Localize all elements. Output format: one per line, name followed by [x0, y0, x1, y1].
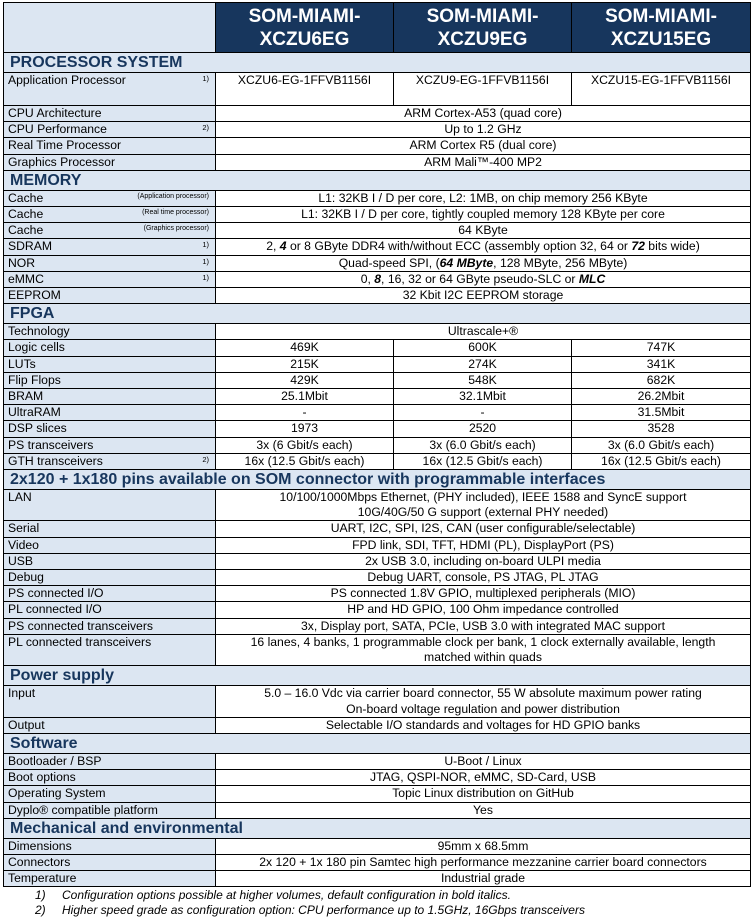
app-processor-v3: XCZU15-EG-1FFVB1156I — [572, 73, 751, 106]
row-technology: Technology Ultrascale+® — [4, 324, 751, 340]
section-fpga: FPGA — [4, 304, 751, 324]
sdram-value: 2, 4 or 8 GByte DDR4 with/without ECC (assembly option 32, 64 or 72 bits wide) — [216, 239, 751, 255]
row-gpu: Graphics Processor ARM Mali™-400 MP2 — [4, 154, 751, 170]
row-ps-transceivers-conn: PS connected transceivers 3x, Display port, SATA, PCIe, USB 3.0 with integrated MAC support — [4, 618, 751, 634]
spec-table — [3, 2, 751, 887]
header-xczu6eg: SOM-MIAMI-XCZU6EG — [216, 3, 394, 53]
row-nor: NOR 1) Quad-speed SPI, (64 MByte, 128 MByte, 256 MByte) — [4, 255, 751, 271]
row-serial: Serial UART, I2C, SPI, I2S, CAN (user configurable/selectable) — [4, 521, 751, 537]
row-ps-io: PS connected I/O PS connected 1.8V GPIO, multiplexed peripherals (MIO) — [4, 586, 751, 602]
section-memory: MEMORY — [4, 170, 751, 190]
row-cache-gpu: Cache (Graphics processor) 64 KByte — [4, 223, 751, 239]
header-blank — [4, 3, 216, 53]
row-input: Input 5.0 – 16.0 Vdc via carrier board connector, 55 W absolute maximum power rating On-board voltage regulation and power distribution — [4, 686, 751, 717]
header-row — [4, 3, 751, 53]
row-luts: LUTs 215K 274K 341K — [4, 356, 751, 372]
app-processor-v2: XCZU9-EG-1FFVB1156I — [394, 73, 572, 106]
row-sdram: SDRAM 1) 2, 4 or 8 GByte DDR4 with/without ECC (assembly option 32, 64 or 72 bits wide) — [4, 239, 751, 255]
row-cpu-arch: CPU Architecture ARM Cortex-A53 (quad core) — [4, 106, 751, 122]
header-xczu15eg: SOM-MIAMI-XCZU15EG — [572, 3, 751, 53]
section-software: Software — [4, 733, 751, 753]
row-connectors: Connectors 2x 120 + 1x 180 pin Samtec high performance mezzanine carrier board connectors — [4, 854, 751, 870]
row-video: Video FPD link, SDI, TFT, HDMI (PL), DisplayPort (PS) — [4, 537, 751, 553]
nor-value: Quad-speed SPI, (64 MByte, 128 MByte, 256 MByte) — [216, 255, 751, 271]
row-output: Output Selectable I/O standards and voltages for HD GPIO banks — [4, 717, 751, 733]
row-emmc: eMMC 1) 0, 8, 16, 32 or 64 GByte pseudo-SLC or MLC — [4, 271, 751, 287]
row-debug: Debug Debug UART, console, PS JTAG, PL JTAG — [4, 570, 751, 586]
row-rt-processor: Real Time Processor ARM Cortex R5 (dual core) — [4, 138, 751, 154]
row-gth-transceivers: GTH transceivers 2) 16x (12.5 Gbit/s each) 16x (12.5 Gbit/s each) 16x (12.5 Gbit/s each) — [4, 453, 751, 469]
row-app-processor — [4, 73, 751, 106]
row-temperature: Temperature Industrial grade — [4, 871, 751, 887]
section-processor: PROCESSOR SYSTEM — [4, 53, 751, 73]
row-cache-rt: Cache (Real time processor) L1: 32KB I / D per core, tightly coupled memory 128 KByte per core — [4, 207, 751, 223]
section-connector: 2x120 + 1x180 pins available on SOM connector with programmable interfaces — [4, 470, 751, 490]
row-cpu-perf: CPU Performance 2) Up to 1.2 GHz — [4, 122, 751, 138]
header-xczu9eg: SOM-MIAMI-XCZU9EG — [394, 3, 572, 53]
row-ultraram: UltraRAM - - 31.5Mbit — [4, 405, 751, 421]
cpu-perf-note: 2) — [202, 123, 209, 133]
row-dimensions: Dimensions 95mm x 68.5mm — [4, 838, 751, 854]
row-lan: LAN 10/100/1000Mbps Ethernet, (PHY included), IEEE 1588 and SyncE support 10G/40G/50 G support (external PHY needed) — [4, 490, 751, 521]
footnote-2: 2) Higher speed grade as configuration option: CPU performance up to 1.5GHz, 16Gbps transceivers — [35, 903, 585, 917]
row-cache-app: Cache (Application processor) L1: 32KB I / D per core, L2: 1MB, on chip memory 256 KByte — [4, 190, 751, 206]
row-usb: USB 2x USB 3.0, including on-board ULPI media — [4, 553, 751, 569]
emmc-value: 0, 8, 16, 32 or 64 GByte pseudo-SLC or MLC — [216, 271, 751, 287]
row-dyplo: Dyplo® compatible platform Yes — [4, 802, 751, 818]
row-bootloader: Bootloader / BSP U-Boot / Linux — [4, 753, 751, 769]
section-power: Power supply — [4, 666, 751, 686]
row-boot-options: Boot options JTAG, QSPI-NOR, eMMC, SD-Card, USB — [4, 770, 751, 786]
app-processor-v1: XCZU6-EG-1FFVB1156I — [216, 73, 394, 106]
row-dsp-slices: DSP slices 1973 2520 3528 — [4, 421, 751, 437]
row-pl-io: PL connected I/O HP and HD GPIO, 100 Ohm impedance controlled — [4, 602, 751, 618]
row-bram: BRAM 25.1Mbit 32.1Mbit 26.2Mbit — [4, 389, 751, 405]
row-eeprom: EEPROM 32 Kbit I2C EEPROM storage — [4, 288, 751, 304]
row-os: Operating System Topic Linux distribution on GitHub — [4, 786, 751, 802]
row-ps-transceivers: PS transceivers 3x (6 Gbit/s each) 3x (6.0 Gbit/s each) 3x (6.0 Gbit/s each) — [4, 437, 751, 453]
row-flip-flops: Flip Flops 429K 548K 682K — [4, 372, 751, 388]
app-processor-note: 1) — [202, 74, 209, 83]
footnote-1: 1) Configuration options possible at higher volumes, default configuration in bold italics. — [35, 888, 511, 902]
row-logic-cells: Logic cells 469K 600K 747K — [4, 340, 751, 356]
app-processor-label: Application Processor — [8, 73, 126, 87]
row-pl-transceivers: PL connected transceivers 16 lanes, 4 banks, 1 programmable clock per bank, 1 clock externally available, length matched within quads — [4, 634, 751, 665]
section-mech: Mechanical and environmental — [4, 818, 751, 838]
